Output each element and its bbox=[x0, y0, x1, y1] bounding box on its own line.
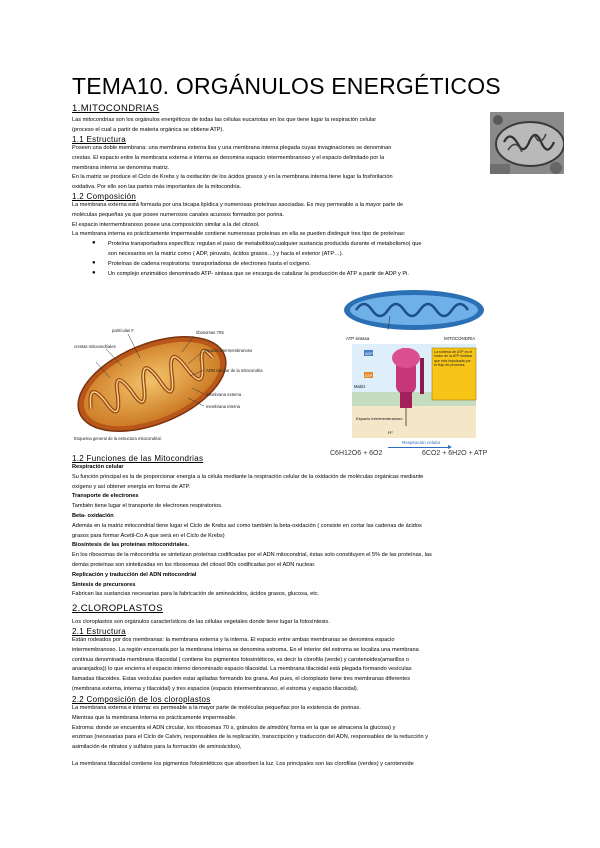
text-line: enzimas (necesarias para el Ciclo de Calvin, responsables de la replicación, transcripción y traducción del ADN, responsables de la reducción y bbox=[72, 734, 429, 741]
text-line: La membrana externa e interna: es permeable a la mayor parte de moléculas pequeñas por la existencia de porinas. bbox=[72, 705, 361, 711]
text-line: Estroma: donde se encuentra el ADN circular, los ribosomas 70 s, gránulos de almidón( forma en la que se almacena la glucosa) y bbox=[72, 724, 396, 731]
text-line: asimilación de nitratos y sulfatos para la formación de aminoácidos), bbox=[72, 744, 242, 751]
diagram-label: ADN circular de la mitocondria bbox=[206, 368, 263, 373]
diagram-label: partículas F bbox=[112, 328, 134, 333]
function-title: Transporte de electrones bbox=[72, 493, 139, 500]
text-line: La membrana externa está formada por una bicapa lipídica y numerosas proteínas asociadas. Es muy permeable a la mayor parte de bbox=[72, 202, 404, 208]
text-line: La membrana tilacoidal contiene los pigmentos fotosintéticos que absorben la luz. Los principales son las clorofilas (verdes) y carotenoide bbox=[72, 761, 414, 767]
diagram-caption: Esquema general de la estructura mitocondrial. bbox=[74, 436, 162, 441]
subheading-estructura-cloroplastos: 2.1 Estructura bbox=[72, 627, 127, 636]
text-line: Además en la matriz mitocondrial tiene lugar el Ciclo de Krebs así como también la beta-oxidación ( consiste en cortar las cadenas de ácidos bbox=[72, 522, 422, 529]
diagram-label: MITOCONDRIA bbox=[444, 336, 476, 341]
diagram-label: H⁺ bbox=[388, 430, 394, 435]
diagram-label: Matriz bbox=[354, 384, 366, 389]
text-line: Las mitocondrias son los orgánulos energéticos de todas las células eucariotas en los que tiene lugar la respiración celular bbox=[72, 117, 377, 123]
bullet-icon: ● bbox=[92, 260, 96, 266]
text-line: moléculas pequeñas ya que posee numerosos canales acuosos formados por porina. bbox=[72, 211, 285, 218]
diagram-label: membrana interna bbox=[206, 404, 240, 409]
text-line: (membrana externa, interna y tilacoidal) y tres espacios (espacio intermembranoso, el estroma y espacio tilacoidal). bbox=[72, 685, 359, 692]
bullet-icon: ● bbox=[92, 240, 96, 246]
subheading-funciones: 1.2 Funciones de las Mitocondrias bbox=[72, 454, 204, 463]
cloroplastos-composicion-text bbox=[72, 704, 428, 753]
page-title: TEMA10. ORGÁNULOS ENERGÉTICOS bbox=[72, 73, 501, 99]
cloroplastos-intro: Los cloroplastos son orgánulos característicos de las células vegetales donde tiene lugar la fotosíntesis. bbox=[72, 619, 330, 625]
text-line: Poseen una doble membrana: una membrana externa lisa y una membrana interna plegada cuyas invaginaciones se denominan bbox=[72, 145, 392, 151]
composicion-text bbox=[72, 201, 405, 240]
section-heading-mitocondrias: 1.MITOCONDRIAS bbox=[72, 103, 160, 114]
funciones-text bbox=[72, 463, 432, 600]
cloroplastos-estructura-text bbox=[72, 636, 419, 695]
text-line: llamadas tilacoides. Estas vesículas pueden estar apiladas formando los grana. Así pues, el cloroplasto tiene tres membranas diferentes bbox=[72, 676, 410, 683]
text-line: También tiene lugar el transporte de electrones respiratorios. bbox=[72, 503, 223, 510]
estructura-text bbox=[72, 144, 393, 193]
text-line: continua denominada membrana tilacoidal ( contiene los pigmentos fotosintéticos, es decir la clorofila (verde) y carotenoides(amarillos o bbox=[72, 656, 410, 663]
text-line: La membrana interna es prácticamente impermeable contiene numerosas proteínas en ella se pueden distinguir tres tipo de proteínas: bbox=[72, 231, 406, 238]
diagram-label: espacio intermembranoso bbox=[204, 348, 253, 353]
text-line: Están rodeados por dos membranas: la membrana externa y la interna. El espacio entre ambas membranas se denomina espacio bbox=[72, 637, 395, 643]
diagram-label: ATP bbox=[365, 374, 373, 378]
diagram-label: ribosomas 70S bbox=[196, 330, 224, 335]
text-line: oxígeno y así obtener energía en forma de ATP. bbox=[72, 483, 191, 490]
mitochondria-diagram bbox=[70, 322, 310, 447]
function-title: Beta- oxidación bbox=[72, 512, 114, 519]
text-line: grasos para formar Acetil-Co A que será en el Ciclo de Krebs) bbox=[72, 532, 225, 539]
diagram-label: ATP sintasa bbox=[346, 336, 370, 341]
text-line: El espacio intermembranoso posee una composición similar a la del citosol. bbox=[72, 221, 260, 228]
text-line: membrana interna se denomina matriz. bbox=[72, 164, 170, 171]
text-line: oxidativa. Por ello son las partes más importantes de la mitocondria. bbox=[72, 184, 242, 191]
reaction-left: C6H12O6 + 6O2 bbox=[330, 450, 383, 457]
text-line: demás proteínas son sintetizadas en los ribosomas del citosol 80s codificadas por el ADN nuclear. bbox=[72, 561, 316, 568]
list-item: Un complejo enzimático denominado ATP- sintasa que se encarga de catalizar la producción de ATP a partir de ADP y Pi. bbox=[108, 271, 409, 277]
text-line: En los ribosomas de la mitocondria se sintetizan proteínas codificadas por el ADN mitocondrial, éstas solo constituyen el 5% de las proteínas, las bbox=[72, 552, 432, 559]
diagram-label: Espacio intermembranoso bbox=[356, 416, 403, 421]
function-title: Respiración celular bbox=[72, 464, 124, 470]
function-title: Biosíntesis de las proteínas mitocondriales. bbox=[72, 542, 189, 549]
text-line: (proceso el cual a partir de materia orgánica se obtiene ATP). bbox=[72, 126, 224, 133]
subheading-composicion-cloroplastos: 2.2 Composición de los cloroplastos bbox=[72, 695, 211, 704]
text-line: Su función principal es la de proporcionar energía a la célula mediante la respiración celular de la oxidación de moléculas orgánicas mediante bbox=[72, 473, 424, 480]
section-heading-cloroplastos: 2.CLOROPLASTOS bbox=[72, 603, 163, 614]
reaction-arrow bbox=[388, 447, 450, 448]
function-title: Replicación y traducción del ADN mitocondrial bbox=[72, 571, 197, 578]
diagram-label: crestas mitocondriales bbox=[74, 344, 116, 349]
list-item: Proteínas de cadena respiratoria: transportadoras de electrones hasta el oxígeno. bbox=[108, 261, 311, 267]
mitocondrias-intro bbox=[72, 116, 376, 136]
list-item: Proteína transportadora específica: regulan el paso de metabolitos(cualquier sustancia producida durante el metabolismo) que son necesarios en la matriz como ( ADP, piruvato, ácidos grasos…) y hacia el exterior (ATP…). bbox=[108, 241, 422, 257]
diagram-label: membrana externa bbox=[206, 392, 242, 397]
subheading-estructura: 1.1 Estructura bbox=[72, 135, 127, 144]
bullet-icon: ● bbox=[92, 270, 96, 276]
reaction-right: 6CO2 + 6H2O + ATP bbox=[422, 450, 488, 457]
atp-synthase-diagram bbox=[328, 288, 500, 438]
reaction-arrow-head-icon bbox=[448, 445, 452, 449]
subheading-composicion: 1.2 Composición bbox=[72, 192, 137, 201]
text-line: En la matriz se produce el Ciclo de Krebs y la oxidación de los ácidos grasos y en la membrana interna tiene lugar la fosforilación bbox=[72, 174, 393, 181]
reaction-label: Respiración celular bbox=[402, 440, 441, 445]
text-line: intermembranoso. La región encerrada por la membrana interna se denomina estroma. En el interior del estroma se localiza una membrana bbox=[72, 646, 419, 653]
text-line: anaranjados)) lo que encierra el espacio interno denominado espacio tilacoidal. La membrana tilacoidal está plegada formando vesículas bbox=[72, 666, 412, 673]
text-line: Fabrican las sustancias necesarias para la fabricación de aminoácidos, ácidos grasos, glucosa, etc. bbox=[72, 591, 320, 598]
function-title: Síntesis de precursores bbox=[72, 581, 136, 588]
text-line: crestas. El espacio entre la membrana externa e interna se denomina espacio intermembranoso y el espacio delimitado por la bbox=[72, 154, 385, 161]
diagram-label: ADP bbox=[365, 352, 373, 356]
info-box: La síntesis de ATP es el motor de la ATP sintasa que rota impulsada por el flujo de protones. bbox=[434, 350, 473, 368]
text-line: Mientras que la membrana interna es prácticamente impermeable. bbox=[72, 714, 237, 721]
mitochondria-photo bbox=[490, 112, 564, 174]
